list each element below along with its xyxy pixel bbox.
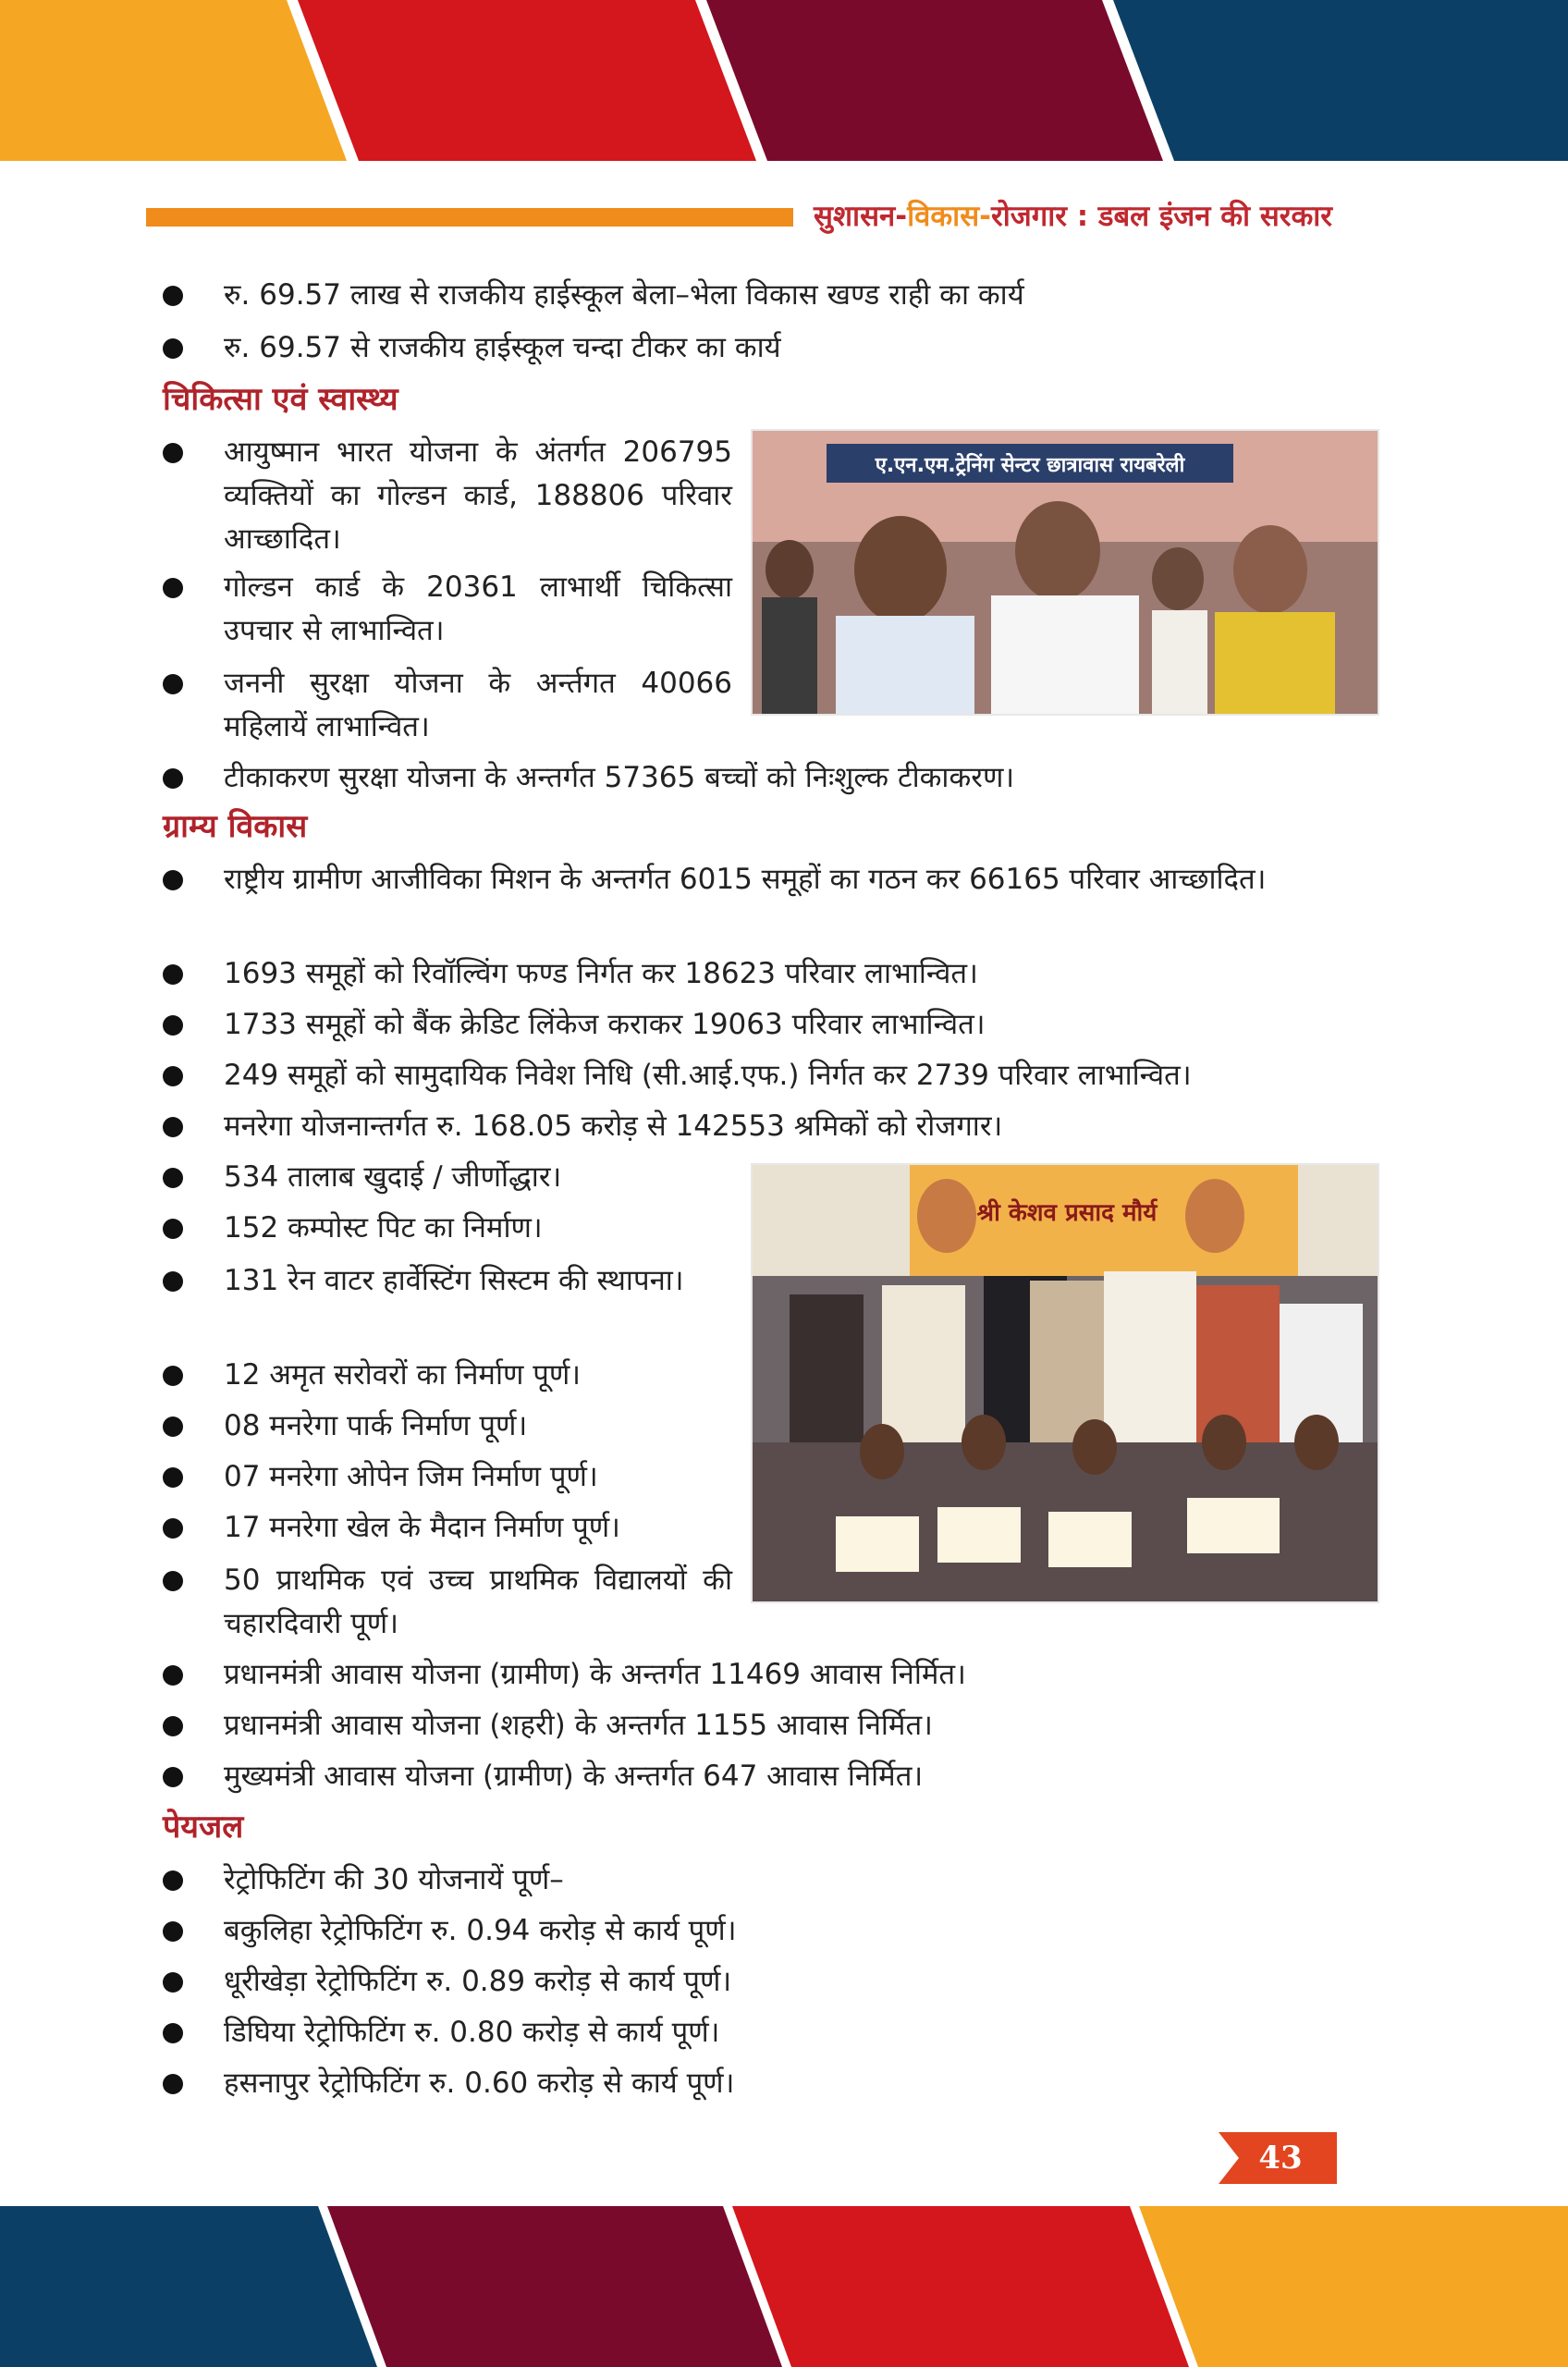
rural-event-photo — [751, 1163, 1379, 1603]
list-item: 07 मनरेगा ओपेन जिम निर्माण पूर्ण। — [224, 1455, 732, 1499]
list-item: राष्ट्रीय ग्रामीण आजीविका मिशन के अन्तर्गत 6015 समूहों का गठन कर 66165 परिवार आच्छादित। — [224, 858, 1376, 901]
header-title-part1: सुशासन- — [814, 200, 908, 233]
header-title-part3: रोजगार : डबल इंजन की सरकार — [991, 200, 1332, 233]
health-event-photo — [751, 429, 1379, 716]
list-item: 534 तालाब खुदाई / जीर्णोद्धार। — [224, 1156, 732, 1199]
photo-building-sign: ए.एन.एम.ट्रेनिंग सेन्टर छात्रावास रायबरेली — [875, 454, 1185, 477]
page-number: 43 — [1258, 2140, 1303, 2177]
bottom-color-band — [0, 2206, 1568, 2367]
list-item: रेट्रोफिटिंग की 30 योजनायें पूर्ण– — [224, 1858, 1376, 1902]
list-item: रु. 69.57 से राजकीय हाईस्कूल चन्दा टीकर का कार्य — [224, 326, 1389, 370]
photo-banner-text: श्री केशव प्रसाद मौर्य — [976, 1199, 1158, 1227]
list-item: मनरेगा योजनान्तर्गत रु. 168.05 करोड़ से 142553 श्रमिकों को रोजगार। — [224, 1105, 1376, 1148]
list-item: 249 समूहों को सामुदायिक निवेश निधि (सी.आई.एफ.) निर्गत कर 2739 परिवार लाभान्वित। — [224, 1054, 1376, 1098]
list-item: डिघिया रेट्रोफिटिंग रु. 0.80 करोड़ से कार्य पूर्ण। — [224, 2011, 1376, 2054]
list-item: टीकाकरण सुरक्षा योजना के अन्तर्गत 57365 बच्चों को निःशुल्क टीकाकरण। — [224, 756, 1426, 800]
list-item: बकुलिहा रेट्रोफिटिंग रु. 0.94 करोड़ से कार्य पूर्ण। — [224, 1909, 1376, 1953]
list-item: गोल्डन कार्ड के 20361 लाभार्थी चिकित्सा उपचार से लाभान्वित। — [224, 566, 732, 653]
list-item: 152 कम्पोस्ट पिट का निर्माण। — [224, 1207, 732, 1250]
list-item: प्रधानमंत्री आवास योजना (शहरी) के अन्तर्गत 1155 आवास निर्मित। — [224, 1704, 1376, 1748]
section-heading-water: पेयजल — [163, 1809, 244, 1846]
list-item: 50 प्राथमिक एवं उच्च प्राथमिक विद्यालयों की चहारदिवारी पूर्ण। — [224, 1559, 732, 1646]
list-item: 17 मनरेगा खेल के मैदान निर्माण पूर्ण। — [224, 1506, 732, 1550]
list-item: आयुष्मान भारत योजना के अंतर्गत 206795 व्यक्तियों का गोल्डन कार्ड, 188806 परिवार आच्छादित। — [224, 431, 732, 561]
header-title-part2: विकास- — [907, 200, 992, 233]
list-item: 12 अमृत सरोवरों का निर्माण पूर्ण। — [224, 1354, 732, 1397]
list-item: हसनापुर रेट्रोफिटिंग रु. 0.60 करोड़ से कार्य पूर्ण। — [224, 2062, 1376, 2105]
list-item: 08 मनरेगा पार्क निर्माण पूर्ण। — [224, 1404, 732, 1448]
list-item: रु. 69.57 लाख से राजकीय हाईस्कूल बेला–भेला विकास खण्ड राही का कार्य — [224, 274, 1389, 317]
list-item: मुख्यमंत्री आवास योजना (ग्रामीण) के अन्तर्गत 647 आवास निर्मित। — [224, 1755, 1376, 1798]
list-item: 131 रेन वाटर हार्वेस्टिंग सिस्टम की स्थापना। — [224, 1259, 732, 1303]
section-heading-health: चिकित्सा एवं स्वास्थ्य — [163, 381, 398, 418]
list-item: 1733 समूहों को बैंक क्रेडिट लिंकेज कराकर 19063 परिवार लाभान्वित। — [224, 1003, 1376, 1047]
list-item: जननी सुरक्षा योजना के अर्न्तगत 40066 महिलायें लाभान्वित। — [224, 662, 732, 749]
list-item: प्रधानमंत्री आवास योजना (ग्रामीण) के अन्तर्गत 11469 आवास निर्मित। — [224, 1653, 1376, 1697]
list-item: 1693 समूहों को रिवॉल्विंग फण्ड निर्गत कर 18623 परिवार लाभान्वित। — [224, 952, 1376, 996]
list-item: धूरीखेड़ा रेट्रोफिटिंग रु. 0.89 करोड़ से कार्य पूर्ण। — [224, 1960, 1376, 2004]
section-heading-rural: ग्राम्य विकास — [163, 808, 308, 845]
